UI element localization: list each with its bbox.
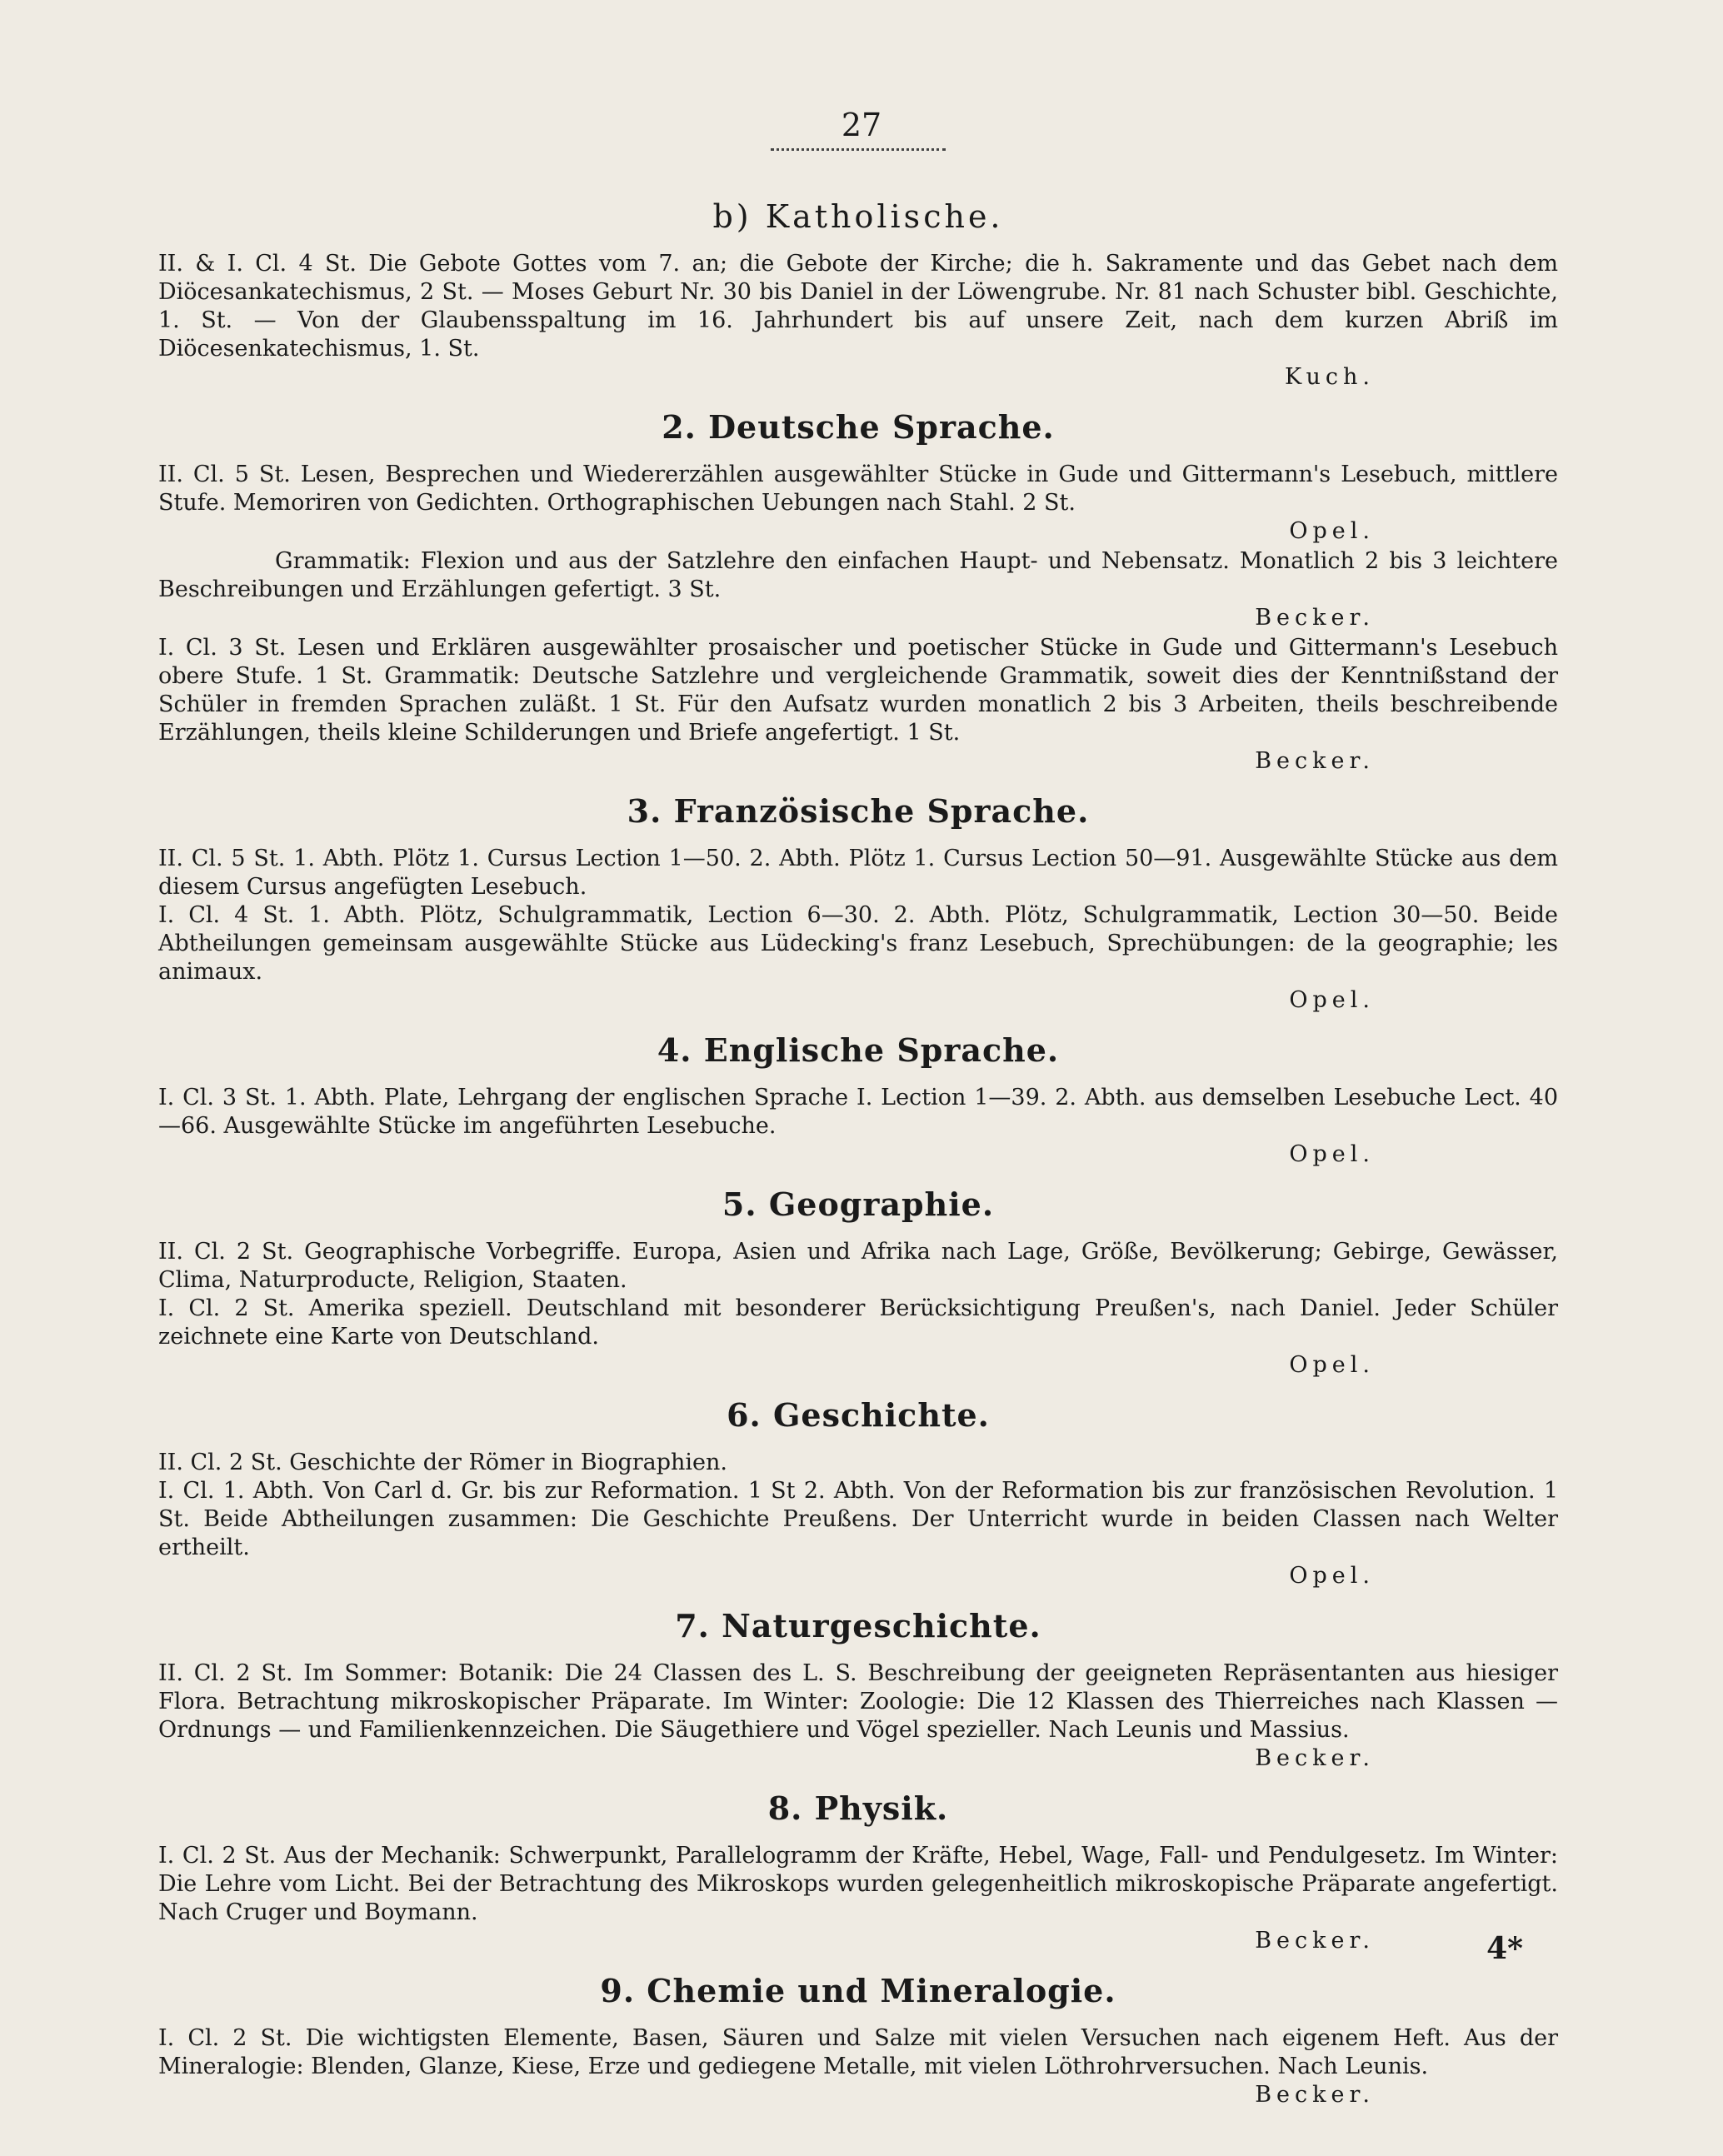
teacher-signature: Opel. [1289, 1141, 1375, 1167]
teacher-signature: Opel. [1289, 1563, 1375, 1589]
section-heading: 9. Chemie und Mineralogie. [600, 1972, 1116, 2009]
section-heading: 4. Englische Sprache. [657, 1031, 1060, 1069]
section-german [158, 408, 1558, 776]
section-french [158, 792, 1558, 1015]
section-heading: 8. Physik. [767, 1789, 949, 1827]
entry-paragraph: II. & I. Cl. 4 St. Die Gebote Gottes vom 7. an; die Gebote der Kirche; die h. Sakramente und das Gebet nach dem Diöcesankatechismus, 2 St. — Moses Geburt Nr. 30 bis Daniel in der Löwengrube. Nr. 81 nach Schuster bibl. Geschichte, 1. St. — Von der Glaubensspaltung im 16. Jahrhundert bis auf unsere Zeit, nach dem kurzen Abriß im Diöcesenkatechismus, 1. St. [158, 251, 1558, 362]
entry-paragraph: II. Cl. 2 St. Geschichte der Römer in Biographien. [158, 1450, 727, 1475]
entry-paragraph: I. Cl. 2 St. Amerika speziell. Deutschland mit besonderer Berücksichtigung Preußen's, nach Daniel. Jeder Schüler zeichnete eine Karte von Deutschland. [158, 1295, 1558, 1350]
entry-paragraph: I. Cl. 3 St. 1. Abth. Plate, Lehrgang der englischen Sprache I. Lection 1—39. 2. Abth. aus demselben Lesebuche Lect. 40—66. Ausgewählte Stücke im angeführten Lesebuche. [158, 1085, 1558, 1139]
section-geography [158, 1185, 1558, 1380]
teacher-signature: Kuch. [1284, 364, 1375, 390]
signature-mark: 4* [1486, 1931, 1523, 1966]
teacher-signature: Becker. [1255, 1928, 1375, 1954]
section-natural-history [158, 1607, 1558, 1773]
teacher-signature: Becker. [1255, 748, 1375, 774]
entry-paragraph: II. Cl. 2 St. Geographische Vorbegriffe. Europa, Asien und Afrika nach Lage, Größe, Bevölkerung; Gebirge, Gewässer, Clima, Naturproducte, Religion, Staaten. [158, 1239, 1558, 1293]
entry-paragraph: I. Cl. 3 St. Lesen und Erklären ausgewählter prosaischer und poetischer Stücke in Gude und Gittermann's Lesebuch obere Stufe. 1 St. Grammatik: Deutsche Satzlehre und vergleichende Grammatik, soweit dies der Kenntnißstand der Schüler in fremden Sprachen zuläßt. 1 St. Für den Aufsatz wurden monatlich 2 bis 3 Arbeiten, theils beschreibende Erzählungen, theils kleine Schilderungen und Briefe angefertigt. 1 St. [158, 635, 1558, 746]
document-body [158, 190, 1558, 2111]
section-physics [158, 1789, 1558, 1955]
entry-paragraph: I. Cl. 4 St. 1. Abth. Plötz, Schulgrammatik, Lection 6—30. 2. Abth. Plötz, Schulgrammatik, Lection 30—50. Beide Abtheilungen gemeinsam ausgewählte Stücke aus Lüdecking's franz Lesebuch, Sprechübungen: de la geographie; les animaux. [158, 902, 1558, 985]
entry-paragraph: I. Cl. 2 St. Die wichtigsten Elemente, Basen, Säuren und Salze mit vielen Versuchen nach eigenem Heft. Aus der Mineralogie: Blenden, Glanze, Kiese, Erze und gediegene Metalle, mit vielen Löthrohrversuchen. Nach Leunis. [158, 2025, 1558, 2079]
entry-paragraph: Grammatik: Flexion und aus der Satzlehre den einfachen Haupt- und Nebensatz. Monatlich 2 bis 3 leichtere Beschreibungen und Erzählungen gefertigt. 3 St. [158, 548, 1558, 602]
teacher-signature: Becker. [1255, 1745, 1375, 1771]
entry-paragraph: I. Cl. 1. Abth. Von Carl d. Gr. bis zur Reformation. 1 St 2. Abth. Von der Reformation bis zur französischen Revolution. 1 St. Beide Abtheilungen zusammen: Die Geschichte Preußens. Der Unterricht wurde in beiden Classen nach Welter ertheilt. [158, 1478, 1558, 1560]
section-english [158, 1031, 1558, 1169]
section-heading: 5. Geographie. [722, 1185, 995, 1223]
section-religion-catholic [158, 198, 1558, 392]
section-history [158, 1396, 1558, 1590]
entry-paragraph: II. Cl. 2 St. Im Sommer: Botanik: Die 24 Classen des L. S. Beschreibung der geeigneten Repräsentanten aus hiesiger Flora. Betrachtung mikroskopischer Präparate. Im Winter: Zoologie: Die 12 Klassen des Thierreiches nach Klassen — Ordnungs — und Familienkennzeichen. Die Säugethiere und Vögel spezieller. Nach Leunis und Massius. [158, 1660, 1558, 1743]
section-heading: 7. Naturgeschichte. [675, 1607, 1041, 1644]
section-heading: b) Katholische. [712, 198, 1004, 235]
section-heading: 2. Deutsche Sprache. [662, 408, 1055, 446]
teacher-signature: Becker. [1255, 605, 1375, 631]
teacher-signature: Opel. [1289, 518, 1375, 544]
header-rule [771, 148, 946, 151]
teacher-signature: Becker. [1255, 2082, 1375, 2108]
entry-paragraph: II. Cl. 5 St. 1. Abth. Plötz 1. Cursus Lection 1—50. 2. Abth. Plötz 1. Cursus Lection 50—91. Ausgewählte Stücke aus dem diesem Cursus angefügten Lesebuch. [158, 846, 1558, 900]
entry-paragraph: I. Cl. 2 St. Aus der Mechanik: Schwerpunkt, Parallelogramm der Kräfte, Hebel, Wage, Fall- und Pendulgesetz. Im Winter: Die Lehre vom Licht. Bei der Betrachtung des Mikroskops wurden gelegenheitlich mikroskopische Präparate angefertigt. Nach Cruger und Boymann. [158, 1843, 1558, 1925]
entry-paragraph: II. Cl. 5 St. Lesen, Besprechen und Wiedererzählen ausgewählter Stücke in Gude und Gittermann's Lesebuch, mittlere Stufe. Memoriren von Gedichten. Orthographischen Uebungen nach Stahl. 2 St. [158, 462, 1558, 516]
section-heading: 6. Geschichte. [727, 1396, 990, 1434]
section-chemistry-mineralogy [158, 1972, 1558, 2109]
teacher-signature: Opel. [1289, 1352, 1375, 1378]
page-number: 27 [841, 107, 882, 143]
section-heading: 3. Französische Sprache. [627, 792, 1090, 830]
teacher-signature: Opel. [1289, 987, 1375, 1013]
